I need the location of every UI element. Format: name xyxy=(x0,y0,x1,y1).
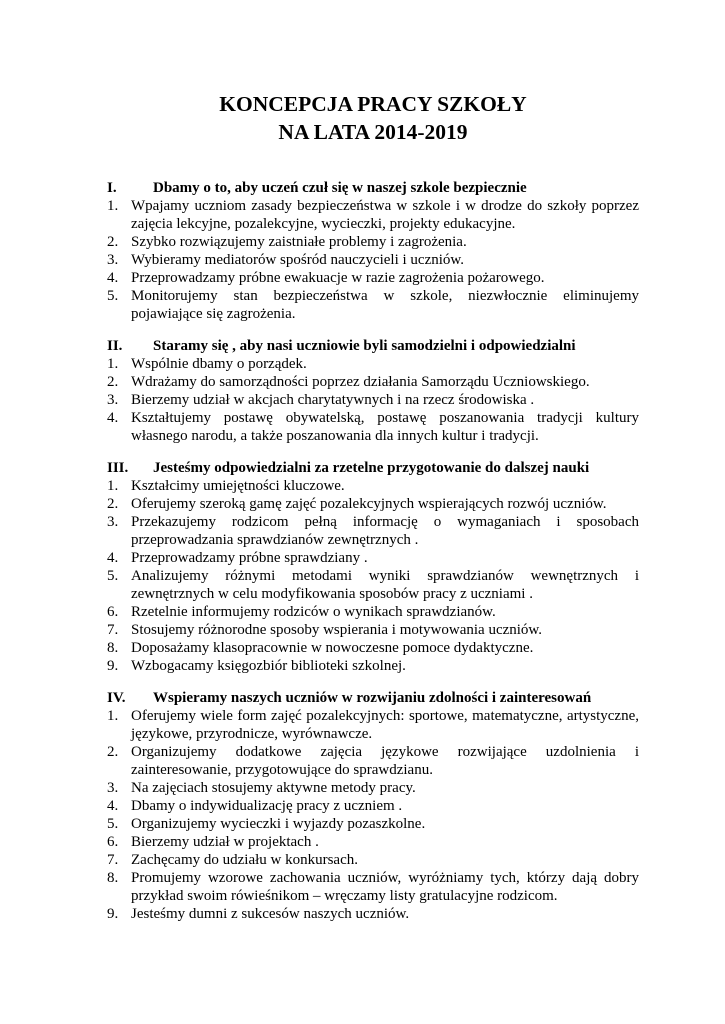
item-number: 9. xyxy=(107,906,119,922)
list-item xyxy=(107,355,639,373)
list-item xyxy=(107,603,639,621)
item-text: Wdrażamy do samorządności poprzez działania Samorządu Uczniowskiego. xyxy=(131,374,590,390)
item-text: Przeprowadzamy próbne ewakuacje w razie zagrożenia pożarowego. xyxy=(131,270,545,286)
item-text: Analizujemy różnymi metodami wyniki sprawdzianów wewnętrznych i zewnętrznych w celu modyfikowania sposobów pracy z uczniami . xyxy=(131,568,639,602)
list-item xyxy=(107,197,639,233)
list-item xyxy=(107,287,639,323)
item-number: 6. xyxy=(107,604,119,620)
item-text: Dbamy o indywidualizację pracy z uczniem . xyxy=(131,798,403,814)
section-heading xyxy=(107,179,639,197)
list-item xyxy=(107,567,639,603)
list-item xyxy=(107,833,639,851)
item-number: 3. xyxy=(107,514,119,530)
title-line-2: NA LATA 2014-2019 xyxy=(278,120,468,144)
item-number: 4. xyxy=(107,410,119,426)
item-number: 5. xyxy=(107,568,119,584)
item-number: 3. xyxy=(107,252,119,268)
item-text: Promujemy wzorowe zachowania uczniów, wyróżniamy tych, którzy dają dobry przykład swoim rówieśnikom – wręczamy listy gratulacyjne rodzicom. xyxy=(131,870,639,904)
item-text: Wpajamy uczniom zasady bezpieczeństwa w szkole i w drodze do szkoły poprzez zajęcia lekcyjne, pozalekcyjne, wycieczki, projekty edukacyjne. xyxy=(131,198,639,232)
item-number: 7. xyxy=(107,622,119,638)
item-text: Oferujemy szeroką gamę zajęć pozalekcyjnych wspierających rozwój uczniów. xyxy=(131,496,607,512)
list-item xyxy=(107,815,639,833)
list-item xyxy=(107,373,639,391)
item-number: 4. xyxy=(107,798,119,814)
item-number: 6. xyxy=(107,834,119,850)
list-item xyxy=(107,657,639,675)
item-number: 9. xyxy=(107,658,119,674)
item-number: 7. xyxy=(107,852,119,868)
section-heading xyxy=(107,459,639,477)
item-text: Organizujemy wycieczki i wyjazdy pozaszkolne. xyxy=(131,816,426,832)
section-heading xyxy=(107,689,639,707)
list-item xyxy=(107,251,639,269)
section-title: Staramy się , aby nasi uczniowie byli samodzielni i odpowiedzialni xyxy=(153,338,576,354)
list-item xyxy=(107,707,639,743)
item-text: Bierzemy udział w akcjach charytatywnych i na rzecz środowiska . xyxy=(131,392,535,408)
item-text: Wspólnie dbamy o porządek. xyxy=(131,356,307,372)
item-text: Szybko rozwiązujemy zaistniałe problemy i zagrożenia. xyxy=(131,234,467,250)
section-list xyxy=(107,197,639,323)
section-numeral: III. xyxy=(107,460,129,476)
item-number: 3. xyxy=(107,780,119,796)
section-3 xyxy=(107,459,639,675)
item-number: 3. xyxy=(107,392,119,408)
list-item xyxy=(107,905,639,923)
item-text: Przekazujemy rodzicom pełną informację o wymaganiach i sposobach przeprowadzania sprawdzianów zewnętrznych . xyxy=(131,514,639,548)
item-text: Stosujemy różnorodne sposoby wspierania i motywowania uczniów. xyxy=(131,622,543,638)
list-item xyxy=(107,639,639,657)
item-text: Wzbogacamy księgozbiór biblioteki szkolnej. xyxy=(131,658,406,674)
list-item xyxy=(107,495,639,513)
item-number: 5. xyxy=(107,816,119,832)
list-item xyxy=(107,621,639,639)
section-title: Dbamy o to, aby uczeń czuł się w naszej szkole bezpiecznie xyxy=(153,180,527,196)
item-text: Monitorujemy stan bezpieczeństwa w szkole, niezwłocznie eliminujemy pojawiające się zagrożenia. xyxy=(131,288,639,322)
item-number: 1. xyxy=(107,708,119,724)
list-item xyxy=(107,513,639,549)
item-number: 1. xyxy=(107,478,119,494)
section-list xyxy=(107,707,639,923)
list-item xyxy=(107,549,639,567)
list-item xyxy=(107,851,639,869)
section-title: Wspieramy naszych uczniów w rozwijaniu zdolności i zainteresowań xyxy=(153,690,592,706)
item-number: 2. xyxy=(107,496,119,512)
list-item xyxy=(107,779,639,797)
section-4 xyxy=(107,689,639,923)
section-numeral: II. xyxy=(107,338,123,354)
title-line-1: KONCEPCJA PRACY SZKOŁY xyxy=(219,92,527,116)
item-number: 2. xyxy=(107,744,119,760)
list-item xyxy=(107,409,639,445)
section-1 xyxy=(107,179,639,323)
item-text: Na zajęciach stosujemy aktywne metody pracy. xyxy=(131,780,416,796)
list-item xyxy=(107,743,639,779)
list-item xyxy=(107,797,639,815)
item-text: Kształcimy umiejętności kluczowe. xyxy=(131,478,345,494)
item-number: 8. xyxy=(107,870,119,886)
list-item xyxy=(107,391,639,409)
item-number: 5. xyxy=(107,288,119,304)
list-item xyxy=(107,269,639,287)
section-heading xyxy=(107,337,639,355)
section-2 xyxy=(107,337,639,445)
item-text: Organizujemy dodatkowe zajęcia językowe rozwijające uzdolnienia i zainteresowanie, przygotowujące do sprawdzianu. xyxy=(131,744,639,778)
item-text: Wybieramy mediatorów spośród nauczycieli i uczniów. xyxy=(131,252,465,268)
item-number: 2. xyxy=(107,374,119,390)
list-item xyxy=(107,477,639,495)
section-title: Jesteśmy odpowiedzialni za rzetelne przygotowanie do dalszej nauki xyxy=(153,460,590,476)
item-number: 1. xyxy=(107,356,119,372)
item-number: 2. xyxy=(107,234,119,250)
item-text: Kształtujemy postawę obywatelską, postawę poszanowania tradycji kultury własnego narodu, a także poszanowania dla innych kultur i tradycji. xyxy=(131,410,639,444)
item-text: Jesteśmy dumni z sukcesów naszych uczniów. xyxy=(131,906,410,922)
section-list xyxy=(107,477,639,675)
item-text: Rzetelnie informujemy rodziców o wynikach sprawdzianów. xyxy=(131,604,496,620)
item-text: Doposażamy klasopracownie w nowoczesne pomoce dydaktyczne. xyxy=(131,640,534,656)
section-list xyxy=(107,355,639,445)
item-number: 8. xyxy=(107,640,119,656)
list-item xyxy=(107,869,639,905)
item-text: Przeprowadzamy próbne sprawdziany . xyxy=(131,550,368,566)
item-text: Oferujemy wiele form zajęć pozalekcyjnych: sportowe, matematyczne, artystyczne, językowe, przyrodnicze, wyrównawcze. xyxy=(131,708,639,742)
section-numeral: IV. xyxy=(107,690,126,706)
section-numeral: I. xyxy=(107,180,117,196)
list-item xyxy=(107,233,639,251)
item-number: 1. xyxy=(107,198,119,214)
item-number: 4. xyxy=(107,550,119,566)
item-text: Bierzemy udział w projektach . xyxy=(131,834,319,850)
item-text: Zachęcamy do udziału w konkursach. xyxy=(131,852,358,868)
document-title xyxy=(107,90,639,146)
item-number: 4. xyxy=(107,270,119,286)
